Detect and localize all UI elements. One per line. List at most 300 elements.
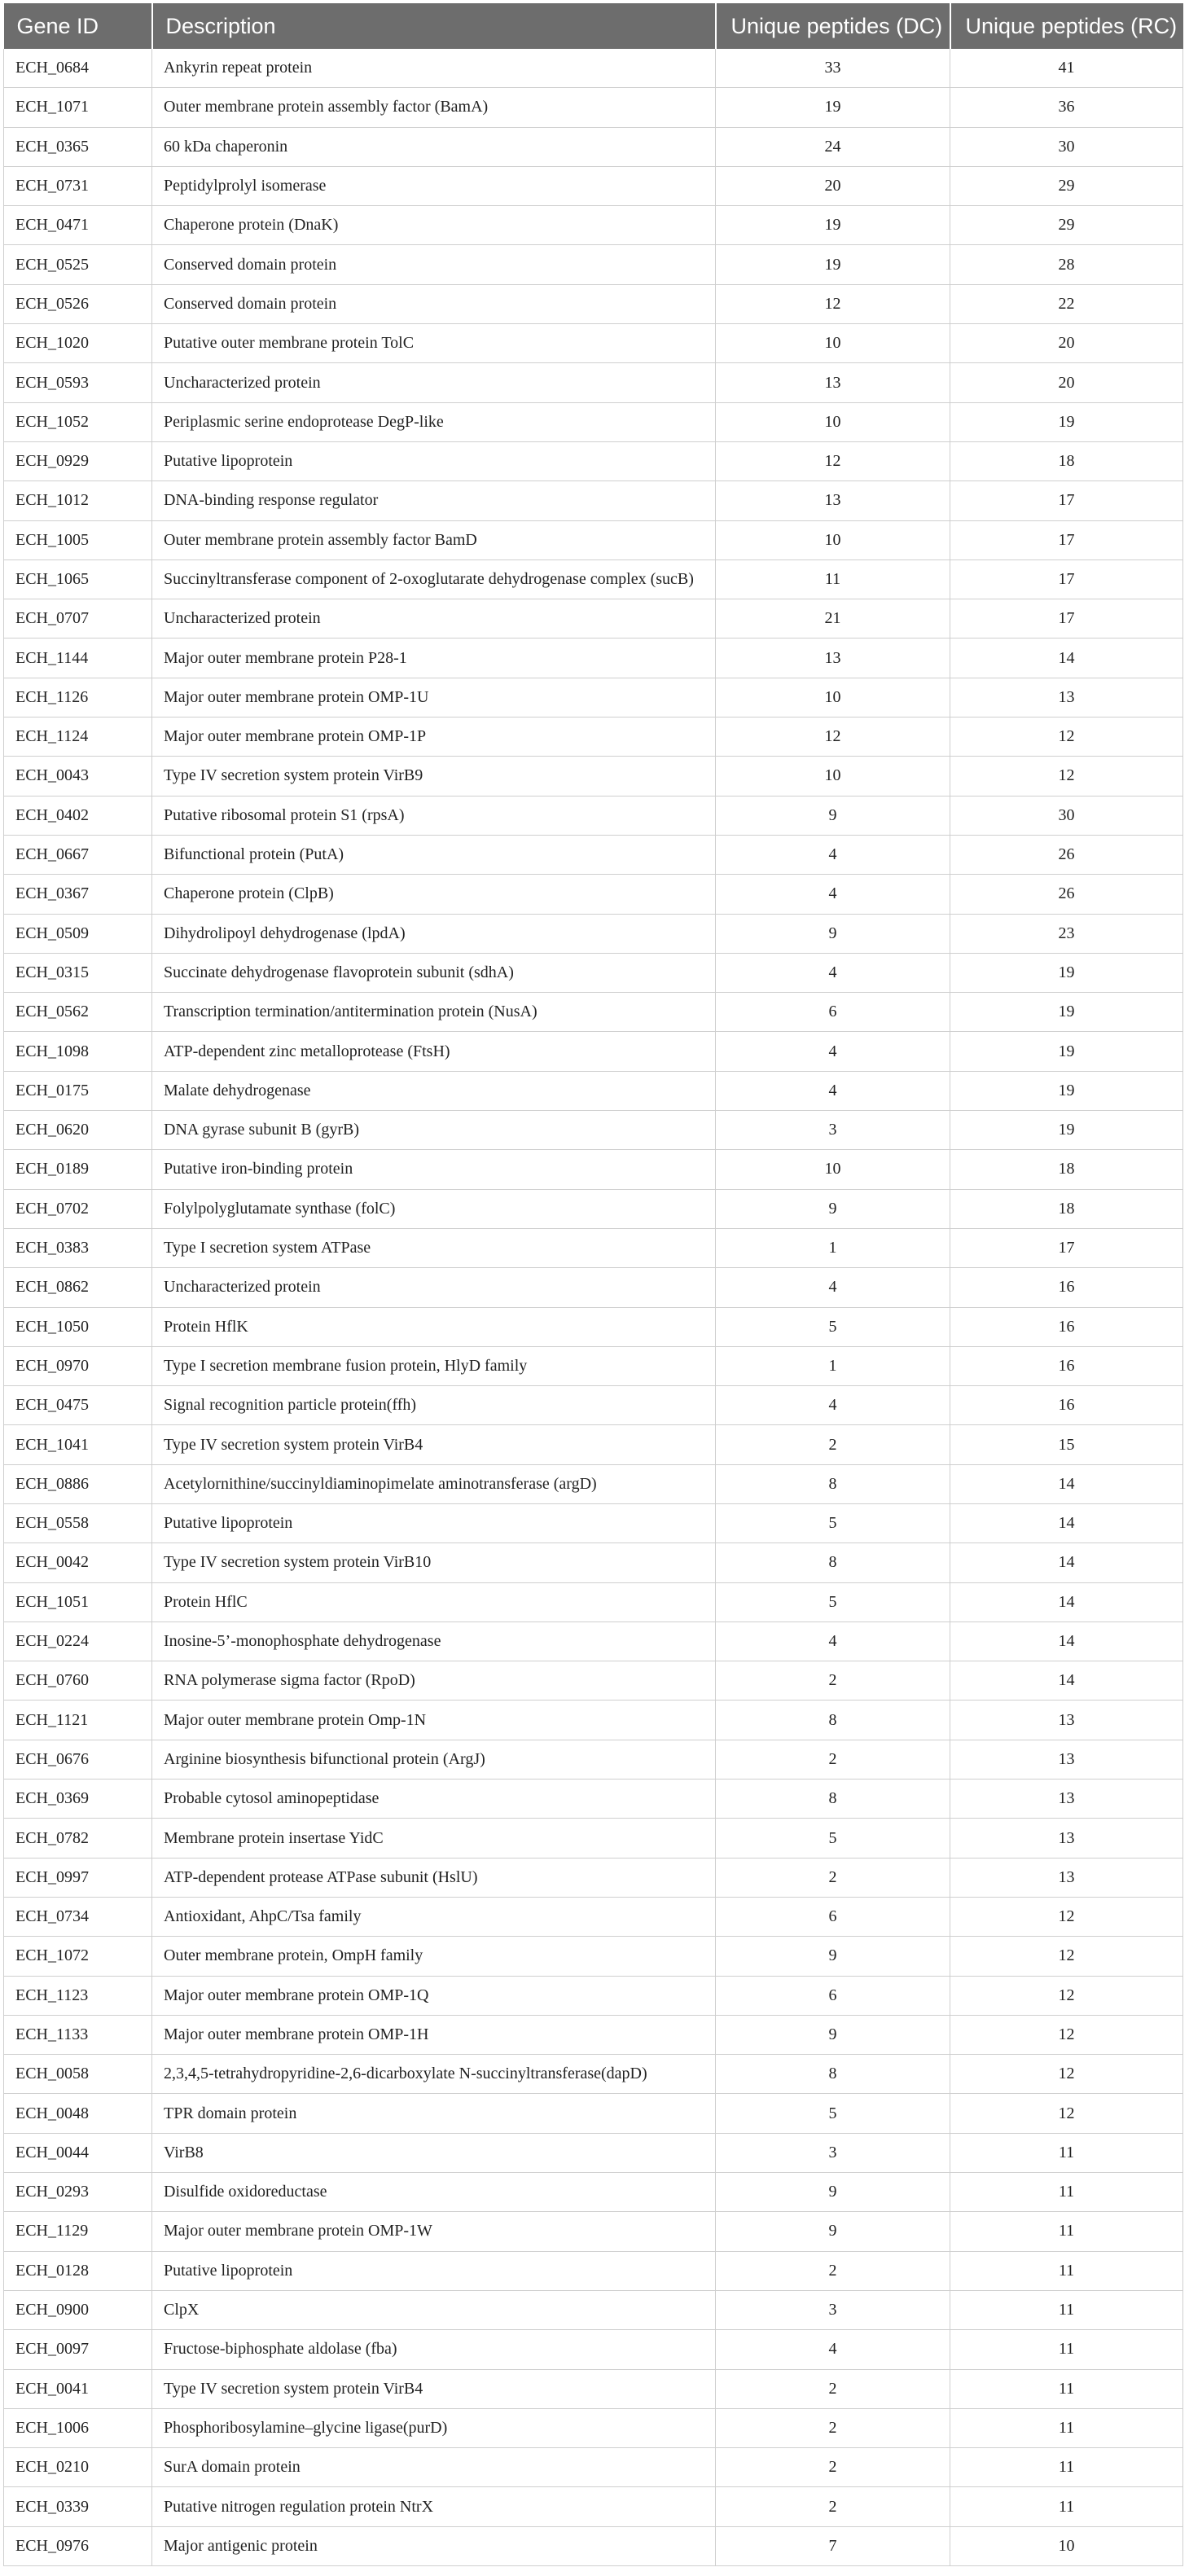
- cell-unique-peptides-dc: 33: [716, 49, 950, 88]
- cell-gene-id: ECH_1012: [4, 481, 152, 520]
- table-row: [4, 953, 1183, 992]
- cell-description: Uncharacterized protein: [152, 1268, 716, 1307]
- table-row: [4, 718, 1183, 757]
- cell-unique-peptides-dc: 9: [716, 2015, 950, 2054]
- table-row: [4, 1464, 1183, 1503]
- cell-description: Putative lipoprotein: [152, 1503, 716, 1543]
- cell-gene-id: ECH_0731: [4, 166, 152, 205]
- cell-description: ATP-dependent protease ATPase subunit (HslU): [152, 1858, 716, 1897]
- table-row: [4, 88, 1183, 127]
- table-row: [4, 757, 1183, 796]
- cell-unique-peptides-rc: 14: [950, 1464, 1183, 1503]
- cell-unique-peptides-rc: 30: [950, 127, 1183, 166]
- table-row: [4, 441, 1183, 481]
- cell-unique-peptides-dc: 10: [716, 678, 950, 717]
- cell-unique-peptides-dc: 8: [716, 1464, 950, 1503]
- table-row: [4, 1740, 1183, 1779]
- cell-unique-peptides-dc: 4: [716, 2330, 950, 2369]
- cell-unique-peptides-rc: 16: [950, 1268, 1183, 1307]
- cell-unique-peptides-dc: 20: [716, 166, 950, 205]
- table-row: [4, 993, 1183, 1032]
- cell-unique-peptides-dc: 13: [716, 481, 950, 520]
- header-gene-id: Gene ID: [4, 3, 152, 49]
- cell-unique-peptides-dc: 19: [716, 88, 950, 127]
- cell-unique-peptides-dc: 2: [716, 2448, 950, 2487]
- table-row: [4, 1503, 1183, 1543]
- cell-description: SurA domain protein: [152, 2448, 716, 2487]
- cell-unique-peptides-dc: 10: [716, 402, 950, 441]
- table-row: [4, 914, 1183, 953]
- cell-description: Major outer membrane protein OMP-1P: [152, 718, 716, 757]
- cell-description: Outer membrane protein, OmpH family: [152, 1937, 716, 1976]
- table-row: [4, 206, 1183, 245]
- cell-gene-id: ECH_0044: [4, 2133, 152, 2172]
- cell-description: Succinyltransferase component of 2-oxoglutarate dehydrogenase complex (sucB): [152, 560, 716, 599]
- table-body: [4, 49, 1183, 2566]
- table-row: [4, 1976, 1183, 2015]
- cell-gene-id: ECH_0702: [4, 1189, 152, 1228]
- cell-description: Major antigenic protein: [152, 2526, 716, 2565]
- cell-description: Major outer membrane protein OMP-1W: [152, 2212, 716, 2251]
- cell-unique-peptides-dc: 21: [716, 599, 950, 639]
- cell-unique-peptides-dc: 10: [716, 1150, 950, 1189]
- table-row: [4, 2173, 1183, 2212]
- cell-description: Protein HflC: [152, 1582, 716, 1622]
- cell-gene-id: ECH_1133: [4, 2015, 152, 2054]
- table-header: [4, 3, 1183, 49]
- cell-gene-id: ECH_0210: [4, 2448, 152, 2487]
- cell-unique-peptides-rc: 29: [950, 166, 1183, 205]
- cell-description: TPR domain protein: [152, 2094, 716, 2133]
- table-row: [4, 1386, 1183, 1425]
- table-row: [4, 481, 1183, 520]
- cell-unique-peptides-rc: 16: [950, 1346, 1183, 1385]
- table-row: [4, 1425, 1183, 1464]
- cell-description: Arginine biosynthesis bifunctional protein (ArgJ): [152, 1740, 716, 1779]
- cell-gene-id: ECH_0048: [4, 2094, 152, 2133]
- cell-gene-id: ECH_0526: [4, 284, 152, 323]
- cell-description: Malate dehydrogenase: [152, 1071, 716, 1110]
- cell-unique-peptides-rc: 11: [950, 2251, 1183, 2290]
- cell-gene-id: ECH_0475: [4, 1386, 152, 1425]
- cell-unique-peptides-rc: 11: [950, 2173, 1183, 2212]
- cell-description: DNA-binding response regulator: [152, 481, 716, 520]
- cell-gene-id: ECH_0043: [4, 757, 152, 796]
- table-row: [4, 520, 1183, 560]
- cell-description: Probable cytosol aminopeptidase: [152, 1780, 716, 1819]
- cell-unique-peptides-rc: 13: [950, 1740, 1183, 1779]
- cell-unique-peptides-dc: 6: [716, 1897, 950, 1936]
- table-row: [4, 1111, 1183, 1150]
- cell-gene-id: ECH_0620: [4, 1111, 152, 1150]
- cell-gene-id: ECH_1129: [4, 2212, 152, 2251]
- table-row: [4, 2212, 1183, 2251]
- table-row: [4, 127, 1183, 166]
- cell-gene-id: ECH_0684: [4, 49, 152, 88]
- cell-unique-peptides-dc: 5: [716, 2094, 950, 2133]
- cell-unique-peptides-dc: 6: [716, 1976, 950, 2015]
- cell-unique-peptides-dc: 11: [716, 560, 950, 599]
- table-row: [4, 599, 1183, 639]
- cell-description: Periplasmic serine endoprotease DegP-like: [152, 402, 716, 441]
- cell-unique-peptides-dc: 3: [716, 2290, 950, 2329]
- cell-description: Putative lipoprotein: [152, 441, 716, 481]
- cell-unique-peptides-dc: 24: [716, 127, 950, 166]
- table-row: [4, 2251, 1183, 2290]
- cell-gene-id: ECH_0383: [4, 1228, 152, 1267]
- cell-unique-peptides-rc: 15: [950, 1425, 1183, 1464]
- cell-gene-id: ECH_0525: [4, 245, 152, 284]
- cell-gene-id: ECH_0929: [4, 441, 152, 481]
- cell-unique-peptides-rc: 11: [950, 2448, 1183, 2487]
- cell-unique-peptides-dc: 6: [716, 993, 950, 1032]
- table-row: [4, 1228, 1183, 1267]
- cell-gene-id: ECH_1041: [4, 1425, 152, 1464]
- cell-unique-peptides-rc: 12: [950, 2094, 1183, 2133]
- cell-unique-peptides-rc: 17: [950, 560, 1183, 599]
- table-row: [4, 1071, 1183, 1110]
- cell-unique-peptides-dc: 2: [716, 2408, 950, 2447]
- cell-unique-peptides-rc: 14: [950, 1543, 1183, 1582]
- cell-unique-peptides-dc: 19: [716, 206, 950, 245]
- table-row: [4, 1622, 1183, 1661]
- cell-gene-id: ECH_1144: [4, 639, 152, 678]
- cell-unique-peptides-rc: 14: [950, 1622, 1183, 1661]
- cell-unique-peptides-dc: 4: [716, 1268, 950, 1307]
- cell-unique-peptides-rc: 19: [950, 1111, 1183, 1150]
- header-row: [4, 3, 1183, 49]
- cell-unique-peptides-dc: 4: [716, 1032, 950, 1071]
- cell-unique-peptides-rc: 23: [950, 914, 1183, 953]
- cell-unique-peptides-rc: 16: [950, 1386, 1183, 1425]
- cell-unique-peptides-rc: 11: [950, 2133, 1183, 2172]
- cell-description: Major outer membrane protein OMP-1Q: [152, 1976, 716, 2015]
- cell-description: Chaperone protein (DnaK): [152, 206, 716, 245]
- cell-description: Conserved domain protein: [152, 284, 716, 323]
- cell-unique-peptides-dc: 5: [716, 1503, 950, 1543]
- cell-gene-id: ECH_1098: [4, 1032, 152, 1071]
- cell-description: Uncharacterized protein: [152, 599, 716, 639]
- cell-gene-id: ECH_1006: [4, 2408, 152, 2447]
- cell-gene-id: ECH_1071: [4, 88, 152, 127]
- cell-description: DNA gyrase subunit B (gyrB): [152, 1111, 716, 1150]
- header-unique-peptides-dc: Unique peptides (DC): [716, 3, 950, 49]
- table-row: [4, 1307, 1183, 1346]
- cell-gene-id: ECH_1123: [4, 1976, 152, 2015]
- cell-unique-peptides-rc: 18: [950, 1189, 1183, 1228]
- cell-unique-peptides-dc: 10: [716, 520, 950, 560]
- cell-gene-id: ECH_0402: [4, 796, 152, 835]
- cell-gene-id: ECH_0562: [4, 993, 152, 1032]
- table-row: [4, 796, 1183, 835]
- cell-gene-id: ECH_0471: [4, 206, 152, 245]
- table-row: [4, 2094, 1183, 2133]
- cell-unique-peptides-dc: 9: [716, 1189, 950, 1228]
- cell-description: 2,3,4,5-tetrahydropyridine-2,6-dicarboxylate N-succinyltransferase(dapD): [152, 2055, 716, 2094]
- cell-description: Putative outer membrane protein TolC: [152, 324, 716, 363]
- table-row: [4, 1701, 1183, 1740]
- cell-unique-peptides-dc: 9: [716, 796, 950, 835]
- cell-unique-peptides-dc: 10: [716, 324, 950, 363]
- table-row: [4, 1346, 1183, 1385]
- cell-gene-id: ECH_0997: [4, 1858, 152, 1897]
- cell-description: Ankyrin repeat protein: [152, 49, 716, 88]
- cell-unique-peptides-dc: 1: [716, 1228, 950, 1267]
- cell-gene-id: ECH_0782: [4, 1819, 152, 1858]
- cell-unique-peptides-dc: 3: [716, 1111, 950, 1150]
- cell-gene-id: ECH_0509: [4, 914, 152, 953]
- cell-unique-peptides-rc: 12: [950, 2015, 1183, 2054]
- cell-unique-peptides-dc: 9: [716, 914, 950, 953]
- cell-gene-id: ECH_1020: [4, 324, 152, 363]
- cell-unique-peptides-rc: 13: [950, 1858, 1183, 1897]
- cell-description: ClpX: [152, 2290, 716, 2329]
- table-row: [4, 2526, 1183, 2565]
- table-row: [4, 2330, 1183, 2369]
- cell-description: Type I secretion system ATPase: [152, 1228, 716, 1267]
- cell-unique-peptides-rc: 12: [950, 1937, 1183, 1976]
- cell-description: Inosine-5’-monophosphate dehydrogenase: [152, 1622, 716, 1661]
- table-row: [4, 363, 1183, 402]
- cell-unique-peptides-dc: 2: [716, 1425, 950, 1464]
- cell-unique-peptides-dc: 8: [716, 1701, 950, 1740]
- cell-unique-peptides-dc: 10: [716, 757, 950, 796]
- table-row: [4, 2290, 1183, 2329]
- table-row: [4, 2408, 1183, 2447]
- cell-unique-peptides-rc: 11: [950, 2330, 1183, 2369]
- table-row: [4, 1582, 1183, 1622]
- cell-description: Membrane protein insertase YidC: [152, 1819, 716, 1858]
- cell-unique-peptides-dc: 12: [716, 284, 950, 323]
- table-row: [4, 1897, 1183, 1936]
- cell-gene-id: ECH_0558: [4, 1503, 152, 1543]
- cell-unique-peptides-dc: 8: [716, 1780, 950, 1819]
- cell-description: Type IV secretion system protein VirB9: [152, 757, 716, 796]
- cell-gene-id: ECH_0339: [4, 2487, 152, 2526]
- cell-description: Dihydrolipoyl dehydrogenase (lpdA): [152, 914, 716, 953]
- cell-unique-peptides-dc: 4: [716, 1622, 950, 1661]
- cell-unique-peptides-rc: 29: [950, 206, 1183, 245]
- cell-gene-id: ECH_0042: [4, 1543, 152, 1582]
- cell-unique-peptides-dc: 9: [716, 2173, 950, 2212]
- cell-unique-peptides-dc: 2: [716, 1740, 950, 1779]
- cell-description: Putative iron-binding protein: [152, 1150, 716, 1189]
- cell-description: Major outer membrane protein Omp-1N: [152, 1701, 716, 1740]
- cell-unique-peptides-rc: 13: [950, 1701, 1183, 1740]
- cell-description: Signal recognition particle protein(ffh): [152, 1386, 716, 1425]
- cell-unique-peptides-dc: 4: [716, 1386, 950, 1425]
- cell-unique-peptides-rc: 19: [950, 993, 1183, 1032]
- table-row: [4, 1858, 1183, 1897]
- table-row: [4, 2448, 1183, 2487]
- cell-unique-peptides-dc: 4: [716, 835, 950, 874]
- cell-description: Conserved domain protein: [152, 245, 716, 284]
- cell-description: Major outer membrane protein OMP-1U: [152, 678, 716, 717]
- cell-unique-peptides-rc: 13: [950, 678, 1183, 717]
- cell-unique-peptides-rc: 19: [950, 1071, 1183, 1110]
- cell-unique-peptides-rc: 22: [950, 284, 1183, 323]
- cell-unique-peptides-rc: 14: [950, 1582, 1183, 1622]
- table-row: [4, 560, 1183, 599]
- table-row: [4, 1937, 1183, 1976]
- cell-description: Putative lipoprotein: [152, 2251, 716, 2290]
- cell-unique-peptides-rc: 30: [950, 796, 1183, 835]
- cell-unique-peptides-rc: 10: [950, 2526, 1183, 2565]
- table-row: [4, 875, 1183, 914]
- cell-gene-id: ECH_1052: [4, 402, 152, 441]
- cell-unique-peptides-rc: 17: [950, 1228, 1183, 1267]
- cell-unique-peptides-rc: 12: [950, 757, 1183, 796]
- cell-gene-id: ECH_1072: [4, 1937, 152, 1976]
- cell-gene-id: ECH_0707: [4, 599, 152, 639]
- cell-unique-peptides-rc: 12: [950, 2055, 1183, 2094]
- table-row: [4, 166, 1183, 205]
- table-row: [4, 1819, 1183, 1858]
- cell-unique-peptides-rc: 17: [950, 481, 1183, 520]
- cell-gene-id: ECH_1005: [4, 520, 152, 560]
- cell-gene-id: ECH_0175: [4, 1071, 152, 1110]
- cell-unique-peptides-rc: 16: [950, 1307, 1183, 1346]
- cell-unique-peptides-rc: 19: [950, 953, 1183, 992]
- cell-gene-id: ECH_1124: [4, 718, 152, 757]
- cell-unique-peptides-rc: 17: [950, 520, 1183, 560]
- cell-gene-id: ECH_0676: [4, 1740, 152, 1779]
- cell-unique-peptides-rc: 18: [950, 441, 1183, 481]
- cell-gene-id: ECH_0862: [4, 1268, 152, 1307]
- cell-gene-id: ECH_0970: [4, 1346, 152, 1385]
- cell-description: Outer membrane protein assembly factor (BamA): [152, 88, 716, 127]
- cell-gene-id: ECH_1050: [4, 1307, 152, 1346]
- cell-unique-peptides-dc: 8: [716, 2055, 950, 2094]
- table-row: [4, 1268, 1183, 1307]
- cell-unique-peptides-rc: 14: [950, 1661, 1183, 1701]
- cell-unique-peptides-dc: 5: [716, 1819, 950, 1858]
- table-row: [4, 1780, 1183, 1819]
- cell-gene-id: ECH_0097: [4, 2330, 152, 2369]
- table-row: [4, 639, 1183, 678]
- table-row: [4, 49, 1183, 88]
- header-description: Description: [152, 3, 716, 49]
- cell-description: Peptidylprolyl isomerase: [152, 166, 716, 205]
- cell-description: Folylpolyglutamate synthase (folC): [152, 1189, 716, 1228]
- cell-unique-peptides-rc: 28: [950, 245, 1183, 284]
- cell-unique-peptides-rc: 17: [950, 599, 1183, 639]
- cell-description: Type IV secretion system protein VirB4: [152, 2369, 716, 2408]
- table-row: [4, 324, 1183, 363]
- cell-unique-peptides-dc: 5: [716, 1582, 950, 1622]
- table-row: [4, 2015, 1183, 2054]
- table-row: [4, 245, 1183, 284]
- cell-unique-peptides-rc: 13: [950, 1819, 1183, 1858]
- cell-gene-id: ECH_0315: [4, 953, 152, 992]
- cell-gene-id: ECH_0369: [4, 1780, 152, 1819]
- table-row: [4, 2055, 1183, 2094]
- table-row: [4, 2487, 1183, 2526]
- cell-description: Succinate dehydrogenase flavoprotein subunit (sdhA): [152, 953, 716, 992]
- cell-unique-peptides-dc: 5: [716, 1307, 950, 1346]
- cell-unique-peptides-rc: 13: [950, 1780, 1183, 1819]
- table-row: [4, 1661, 1183, 1701]
- cell-unique-peptides-rc: 26: [950, 835, 1183, 874]
- cell-gene-id: ECH_0293: [4, 2173, 152, 2212]
- cell-description: Antioxidant, AhpC/Tsa family: [152, 1897, 716, 1936]
- cell-gene-id: ECH_0041: [4, 2369, 152, 2408]
- cell-gene-id: ECH_1051: [4, 1582, 152, 1622]
- cell-gene-id: ECH_0128: [4, 2251, 152, 2290]
- cell-description: Disulfide oxidoreductase: [152, 2173, 716, 2212]
- cell-unique-peptides-dc: 13: [716, 639, 950, 678]
- cell-description: Chaperone protein (ClpB): [152, 875, 716, 914]
- cell-gene-id: ECH_0760: [4, 1661, 152, 1701]
- cell-gene-id: ECH_0667: [4, 835, 152, 874]
- cell-description: Protein HflK: [152, 1307, 716, 1346]
- cell-unique-peptides-dc: 4: [716, 1071, 950, 1110]
- cell-unique-peptides-rc: 12: [950, 1976, 1183, 2015]
- cell-description: Putative nitrogen regulation protein NtrX: [152, 2487, 716, 2526]
- cell-description: Major outer membrane protein P28-1: [152, 639, 716, 678]
- cell-description: ATP-dependent zinc metalloprotease (FtsH): [152, 1032, 716, 1071]
- cell-gene-id: ECH_0189: [4, 1150, 152, 1189]
- cell-unique-peptides-dc: 2: [716, 1858, 950, 1897]
- cell-unique-peptides-rc: 19: [950, 402, 1183, 441]
- cell-description: Bifunctional protein (PutA): [152, 835, 716, 874]
- cell-description: Putative ribosomal protein S1 (rpsA): [152, 796, 716, 835]
- cell-unique-peptides-dc: 9: [716, 2212, 950, 2251]
- table-row: [4, 1032, 1183, 1071]
- table-row: [4, 2133, 1183, 2172]
- cell-unique-peptides-dc: 3: [716, 2133, 950, 2172]
- cell-unique-peptides-rc: 12: [950, 1897, 1183, 1936]
- cell-unique-peptides-rc: 41: [950, 49, 1183, 88]
- cell-description: RNA polymerase sigma factor (RpoD): [152, 1661, 716, 1701]
- cell-gene-id: ECH_1065: [4, 560, 152, 599]
- cell-gene-id: ECH_0900: [4, 2290, 152, 2329]
- cell-unique-peptides-rc: 36: [950, 88, 1183, 127]
- cell-description: Fructose-biphosphate aldolase (fba): [152, 2330, 716, 2369]
- cell-unique-peptides-dc: 13: [716, 363, 950, 402]
- table-row: [4, 1150, 1183, 1189]
- table-row: [4, 1189, 1183, 1228]
- cell-unique-peptides-dc: 2: [716, 2487, 950, 2526]
- table-row: [4, 835, 1183, 874]
- cell-unique-peptides-dc: 12: [716, 441, 950, 481]
- cell-description: Transcription termination/antitermination protein (NusA): [152, 993, 716, 1032]
- cell-gene-id: ECH_0058: [4, 2055, 152, 2094]
- cell-unique-peptides-dc: 8: [716, 1543, 950, 1582]
- cell-description: Major outer membrane protein OMP-1H: [152, 2015, 716, 2054]
- cell-unique-peptides-rc: 26: [950, 875, 1183, 914]
- cell-unique-peptides-rc: 14: [950, 1503, 1183, 1543]
- table-row: [4, 2369, 1183, 2408]
- cell-description: Type IV secretion system protein VirB10: [152, 1543, 716, 1582]
- cell-description: Uncharacterized protein: [152, 363, 716, 402]
- cell-unique-peptides-rc: 20: [950, 363, 1183, 402]
- cell-unique-peptides-dc: 9: [716, 1937, 950, 1976]
- cell-gene-id: ECH_0976: [4, 2526, 152, 2565]
- cell-gene-id: ECH_0886: [4, 1464, 152, 1503]
- cell-unique-peptides-rc: 20: [950, 324, 1183, 363]
- cell-gene-id: ECH_1121: [4, 1701, 152, 1740]
- cell-gene-id: ECH_0593: [4, 363, 152, 402]
- cell-description: Outer membrane protein assembly factor BamD: [152, 520, 716, 560]
- cell-unique-peptides-rc: 11: [950, 2290, 1183, 2329]
- cell-unique-peptides-rc: 18: [950, 1150, 1183, 1189]
- cell-unique-peptides-dc: 2: [716, 2251, 950, 2290]
- cell-gene-id: ECH_0365: [4, 127, 152, 166]
- protein-table-container: [3, 3, 1186, 2566]
- cell-unique-peptides-dc: 19: [716, 245, 950, 284]
- cell-gene-id: ECH_1126: [4, 678, 152, 717]
